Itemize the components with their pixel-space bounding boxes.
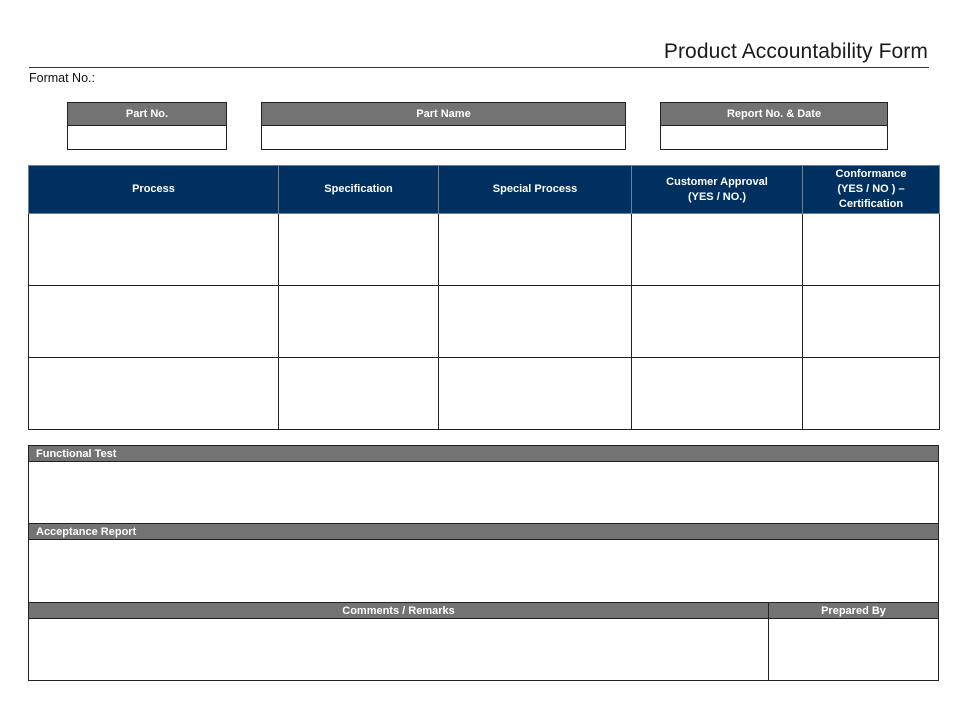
functional-test-header: Functional Test: [29, 446, 938, 462]
specification-column-header: Specification: [279, 166, 439, 214]
special-process-cell[interactable]: [439, 214, 632, 286]
process-column-header: Process: [29, 166, 279, 214]
part-no-box: [67, 102, 227, 150]
form-title: Product Accountability Form: [663, 40, 928, 63]
functional-test-section: [28, 445, 939, 524]
specification-cell[interactable]: [279, 214, 439, 286]
comments-remarks-column: [29, 603, 769, 680]
conformance-cell[interactable]: [803, 358, 940, 430]
process-table: [28, 165, 940, 430]
process-table-header-row: [29, 166, 940, 214]
prepared-by-field[interactable]: [769, 619, 938, 680]
table-row: [29, 214, 940, 286]
table-row: [29, 286, 940, 358]
acceptance-report-section: [28, 523, 939, 603]
customer-approval-cell[interactable]: [632, 358, 803, 430]
report-no-date-header: Report No. & Date: [661, 103, 887, 126]
part-no-field[interactable]: [68, 126, 226, 149]
table-row: [29, 358, 940, 430]
title-divider: [29, 67, 929, 68]
comments-remarks-field[interactable]: [29, 619, 768, 680]
format-number-label: Format No.:: [29, 71, 95, 85]
special-process-cell[interactable]: [439, 286, 632, 358]
comments-remarks-header: Comments / Remarks: [29, 603, 768, 619]
process-cell[interactable]: [29, 214, 279, 286]
special-process-cell[interactable]: [439, 358, 632, 430]
customer-approval-column-header: Customer Approval (YES / NO.): [632, 166, 803, 214]
acceptance-report-field[interactable]: [29, 540, 938, 602]
customer-approval-cell[interactable]: [632, 214, 803, 286]
process-cell[interactable]: [29, 358, 279, 430]
footer-section: [28, 602, 939, 681]
conformance-cell[interactable]: [803, 286, 940, 358]
part-name-header: Part Name: [262, 103, 625, 126]
special-process-column-header: Special Process: [439, 166, 632, 214]
specification-cell[interactable]: [279, 286, 439, 358]
part-name-field[interactable]: [262, 126, 625, 149]
process-cell[interactable]: [29, 286, 279, 358]
prepared-by-column: [769, 603, 938, 680]
report-no-date-box: [660, 102, 888, 150]
prepared-by-header: Prepared By: [769, 603, 938, 619]
functional-test-field[interactable]: [29, 462, 938, 523]
part-name-box: [261, 102, 626, 150]
conformance-column-header: Conformance (YES / NO ) – Certification: [803, 166, 940, 214]
customer-approval-cell[interactable]: [632, 286, 803, 358]
report-no-date-field[interactable]: [661, 126, 887, 149]
specification-cell[interactable]: [279, 358, 439, 430]
part-no-header: Part No.: [68, 103, 226, 126]
conformance-cell[interactable]: [803, 214, 940, 286]
acceptance-report-header: Acceptance Report: [29, 524, 938, 540]
